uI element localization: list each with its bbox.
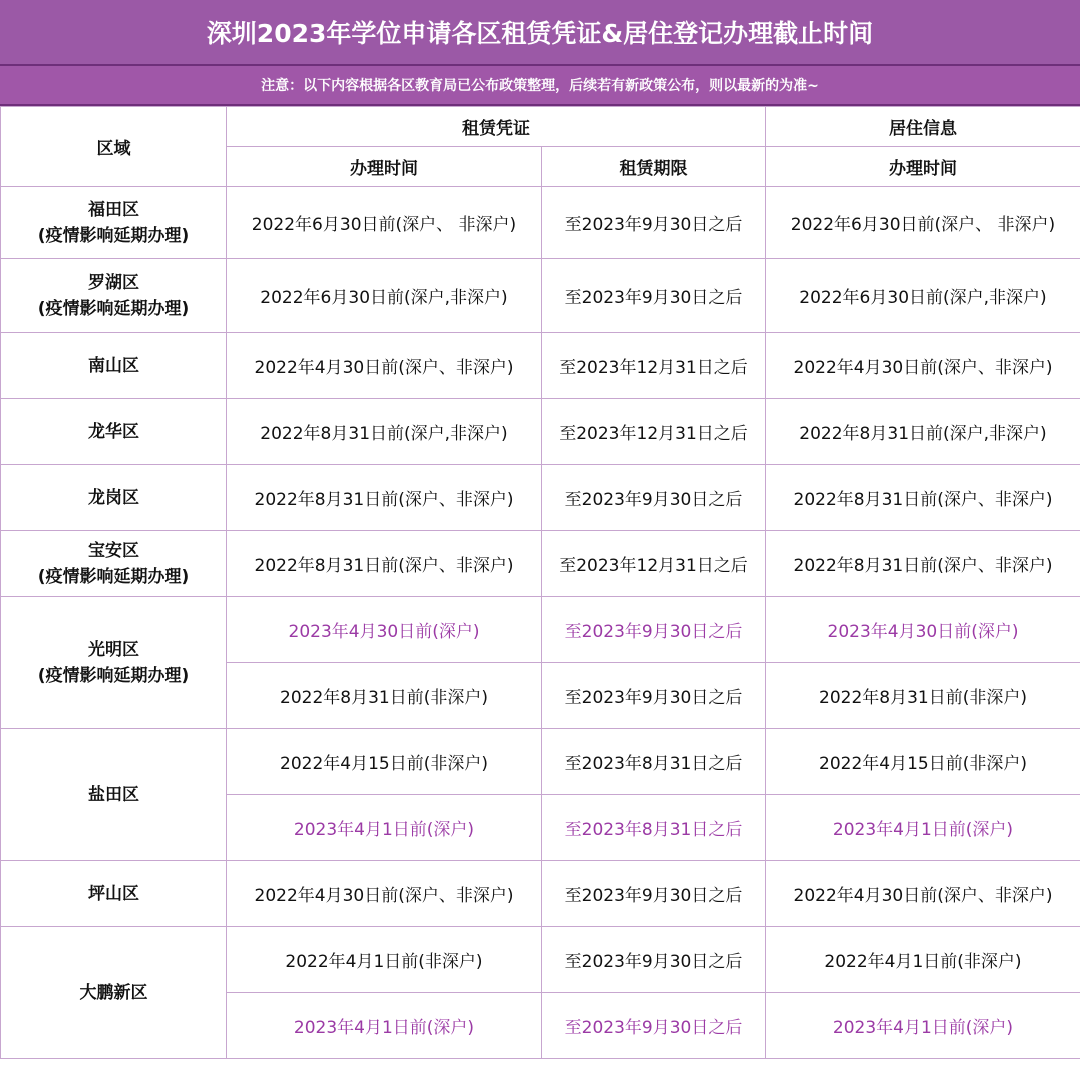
region-note: (疫情影响延期办理) <box>37 225 190 246</box>
lease-term-cell: 至2023年9月30日之后 <box>542 259 766 333</box>
residence-time-cell: 2022年6月30日前(深户,非深户) <box>766 259 1080 333</box>
notice-banner: 注意：以下内容根据各区教育局已公布政策整理，后续若有新政策公布，则以最新的为准~ <box>0 66 1080 106</box>
region-cell <box>1 187 227 259</box>
residence-time-cell: 2022年6月30日前(深户、 非深户) <box>766 187 1080 259</box>
deadline-table <box>0 106 1080 1059</box>
residence-time-cell: 2023年4月30日前(深户) <box>766 597 1080 663</box>
region-cell <box>1 465 227 531</box>
residence-time-cell: 2022年8月31日前(深户、非深户) <box>766 465 1080 531</box>
region-name: 龙华区 <box>88 421 139 442</box>
region-cell <box>1 399 227 465</box>
region-note: (疫情影响延期办理) <box>37 298 190 319</box>
residence-time-cell: 2023年4月1日前(深户) <box>766 993 1080 1059</box>
region-cell <box>1 333 227 399</box>
region-note: (疫情影响延期办理) <box>37 665 190 686</box>
lease-term-cell: 至2023年9月30日之后 <box>542 597 766 663</box>
region-note: (疫情影响延期办理) <box>37 566 190 587</box>
region-name: 宝安区 <box>88 540 139 561</box>
table-row <box>1 597 1080 663</box>
lease-term-cell: 至2023年9月30日之后 <box>542 187 766 259</box>
table-row <box>1 399 1080 465</box>
region-name: 盐田区 <box>88 784 139 805</box>
region-cell <box>1 927 227 1059</box>
region-cell <box>1 729 227 861</box>
region-name: 罗湖区 <box>88 272 139 293</box>
rental-time-cell: 2022年4月1日前(非深户) <box>227 927 542 993</box>
region-cell <box>1 259 227 333</box>
rental-time-cell: 2022年6月30日前(深户、 非深户) <box>227 187 542 259</box>
region-cell <box>1 597 227 729</box>
region-cell <box>1 531 227 597</box>
rental-time-cell: 2022年6月30日前(深户,非深户) <box>227 259 542 333</box>
table-row <box>1 729 1080 795</box>
rental-time-cell: 2022年4月30日前(深户、非深户) <box>227 333 542 399</box>
rental-time-cell: 2022年8月31日前(非深户) <box>227 663 542 729</box>
table-row <box>1 861 1080 927</box>
rental-time-cell: 2023年4月1日前(深户) <box>227 795 542 861</box>
rental-time-cell: 2022年8月31日前(深户、非深户) <box>227 531 542 597</box>
rental-time-cell: 2023年4月1日前(深户) <box>227 993 542 1059</box>
lease-term-cell: 至2023年12月31日之后 <box>542 531 766 597</box>
residence-time-cell: 2022年4月30日前(深户、非深户) <box>766 333 1080 399</box>
region-name: 坪山区 <box>88 883 139 904</box>
lease-term-cell: 至2023年9月30日之后 <box>542 465 766 531</box>
rental-time-cell: 2022年4月15日前(非深户) <box>227 729 542 795</box>
residence-time-cell: 2022年4月1日前(非深户) <box>766 927 1080 993</box>
header-residence-handling-time: 办理时间 <box>766 147 1080 187</box>
table-row <box>1 531 1080 597</box>
header-region: 区域 <box>1 107 227 187</box>
rental-time-cell: 2022年8月31日前(深户,非深户) <box>227 399 542 465</box>
header-rental-cert: 租赁凭证 <box>227 107 766 147</box>
region-name: 福田区 <box>88 199 139 220</box>
rental-time-cell: 2022年8月31日前(深户、非深户) <box>227 465 542 531</box>
lease-term-cell: 至2023年12月31日之后 <box>542 333 766 399</box>
header-lease-term: 租赁期限 <box>542 147 766 187</box>
lease-term-cell: 至2023年9月30日之后 <box>542 927 766 993</box>
lease-term-cell: 至2023年9月30日之后 <box>542 663 766 729</box>
residence-time-cell: 2022年8月31日前(非深户) <box>766 663 1080 729</box>
residence-time-cell: 2023年4月1日前(深户) <box>766 795 1080 861</box>
residence-time-cell: 2022年4月15日前(非深户) <box>766 729 1080 795</box>
header-residence-info: 居住信息 <box>766 107 1080 147</box>
page-title: 深圳2023年学位申请各区租赁凭证&居住登记办理截止时间 <box>0 0 1080 66</box>
region-name: 南山区 <box>88 355 139 376</box>
lease-term-cell: 至2023年8月31日之后 <box>542 795 766 861</box>
table-row <box>1 927 1080 993</box>
lease-term-cell: 至2023年9月30日之后 <box>542 993 766 1059</box>
region-name: 光明区 <box>88 639 139 660</box>
rental-time-cell: 2023年4月30日前(深户) <box>227 597 542 663</box>
region-cell <box>1 861 227 927</box>
lease-term-cell: 至2023年8月31日之后 <box>542 729 766 795</box>
header-handling-time: 办理时间 <box>227 147 542 187</box>
lease-term-cell: 至2023年12月31日之后 <box>542 399 766 465</box>
region-name: 龙岗区 <box>88 487 139 508</box>
table-row <box>1 333 1080 399</box>
residence-time-cell: 2022年8月31日前(深户、非深户) <box>766 531 1080 597</box>
rental-time-cell: 2022年4月30日前(深户、非深户) <box>227 861 542 927</box>
table-row <box>1 187 1080 259</box>
table-row <box>1 259 1080 333</box>
region-name: 大鹏新区 <box>79 982 148 1003</box>
table-row <box>1 465 1080 531</box>
residence-time-cell: 2022年4月30日前(深户、非深户) <box>766 861 1080 927</box>
lease-term-cell: 至2023年9月30日之后 <box>542 861 766 927</box>
residence-time-cell: 2022年8月31日前(深户,非深户) <box>766 399 1080 465</box>
